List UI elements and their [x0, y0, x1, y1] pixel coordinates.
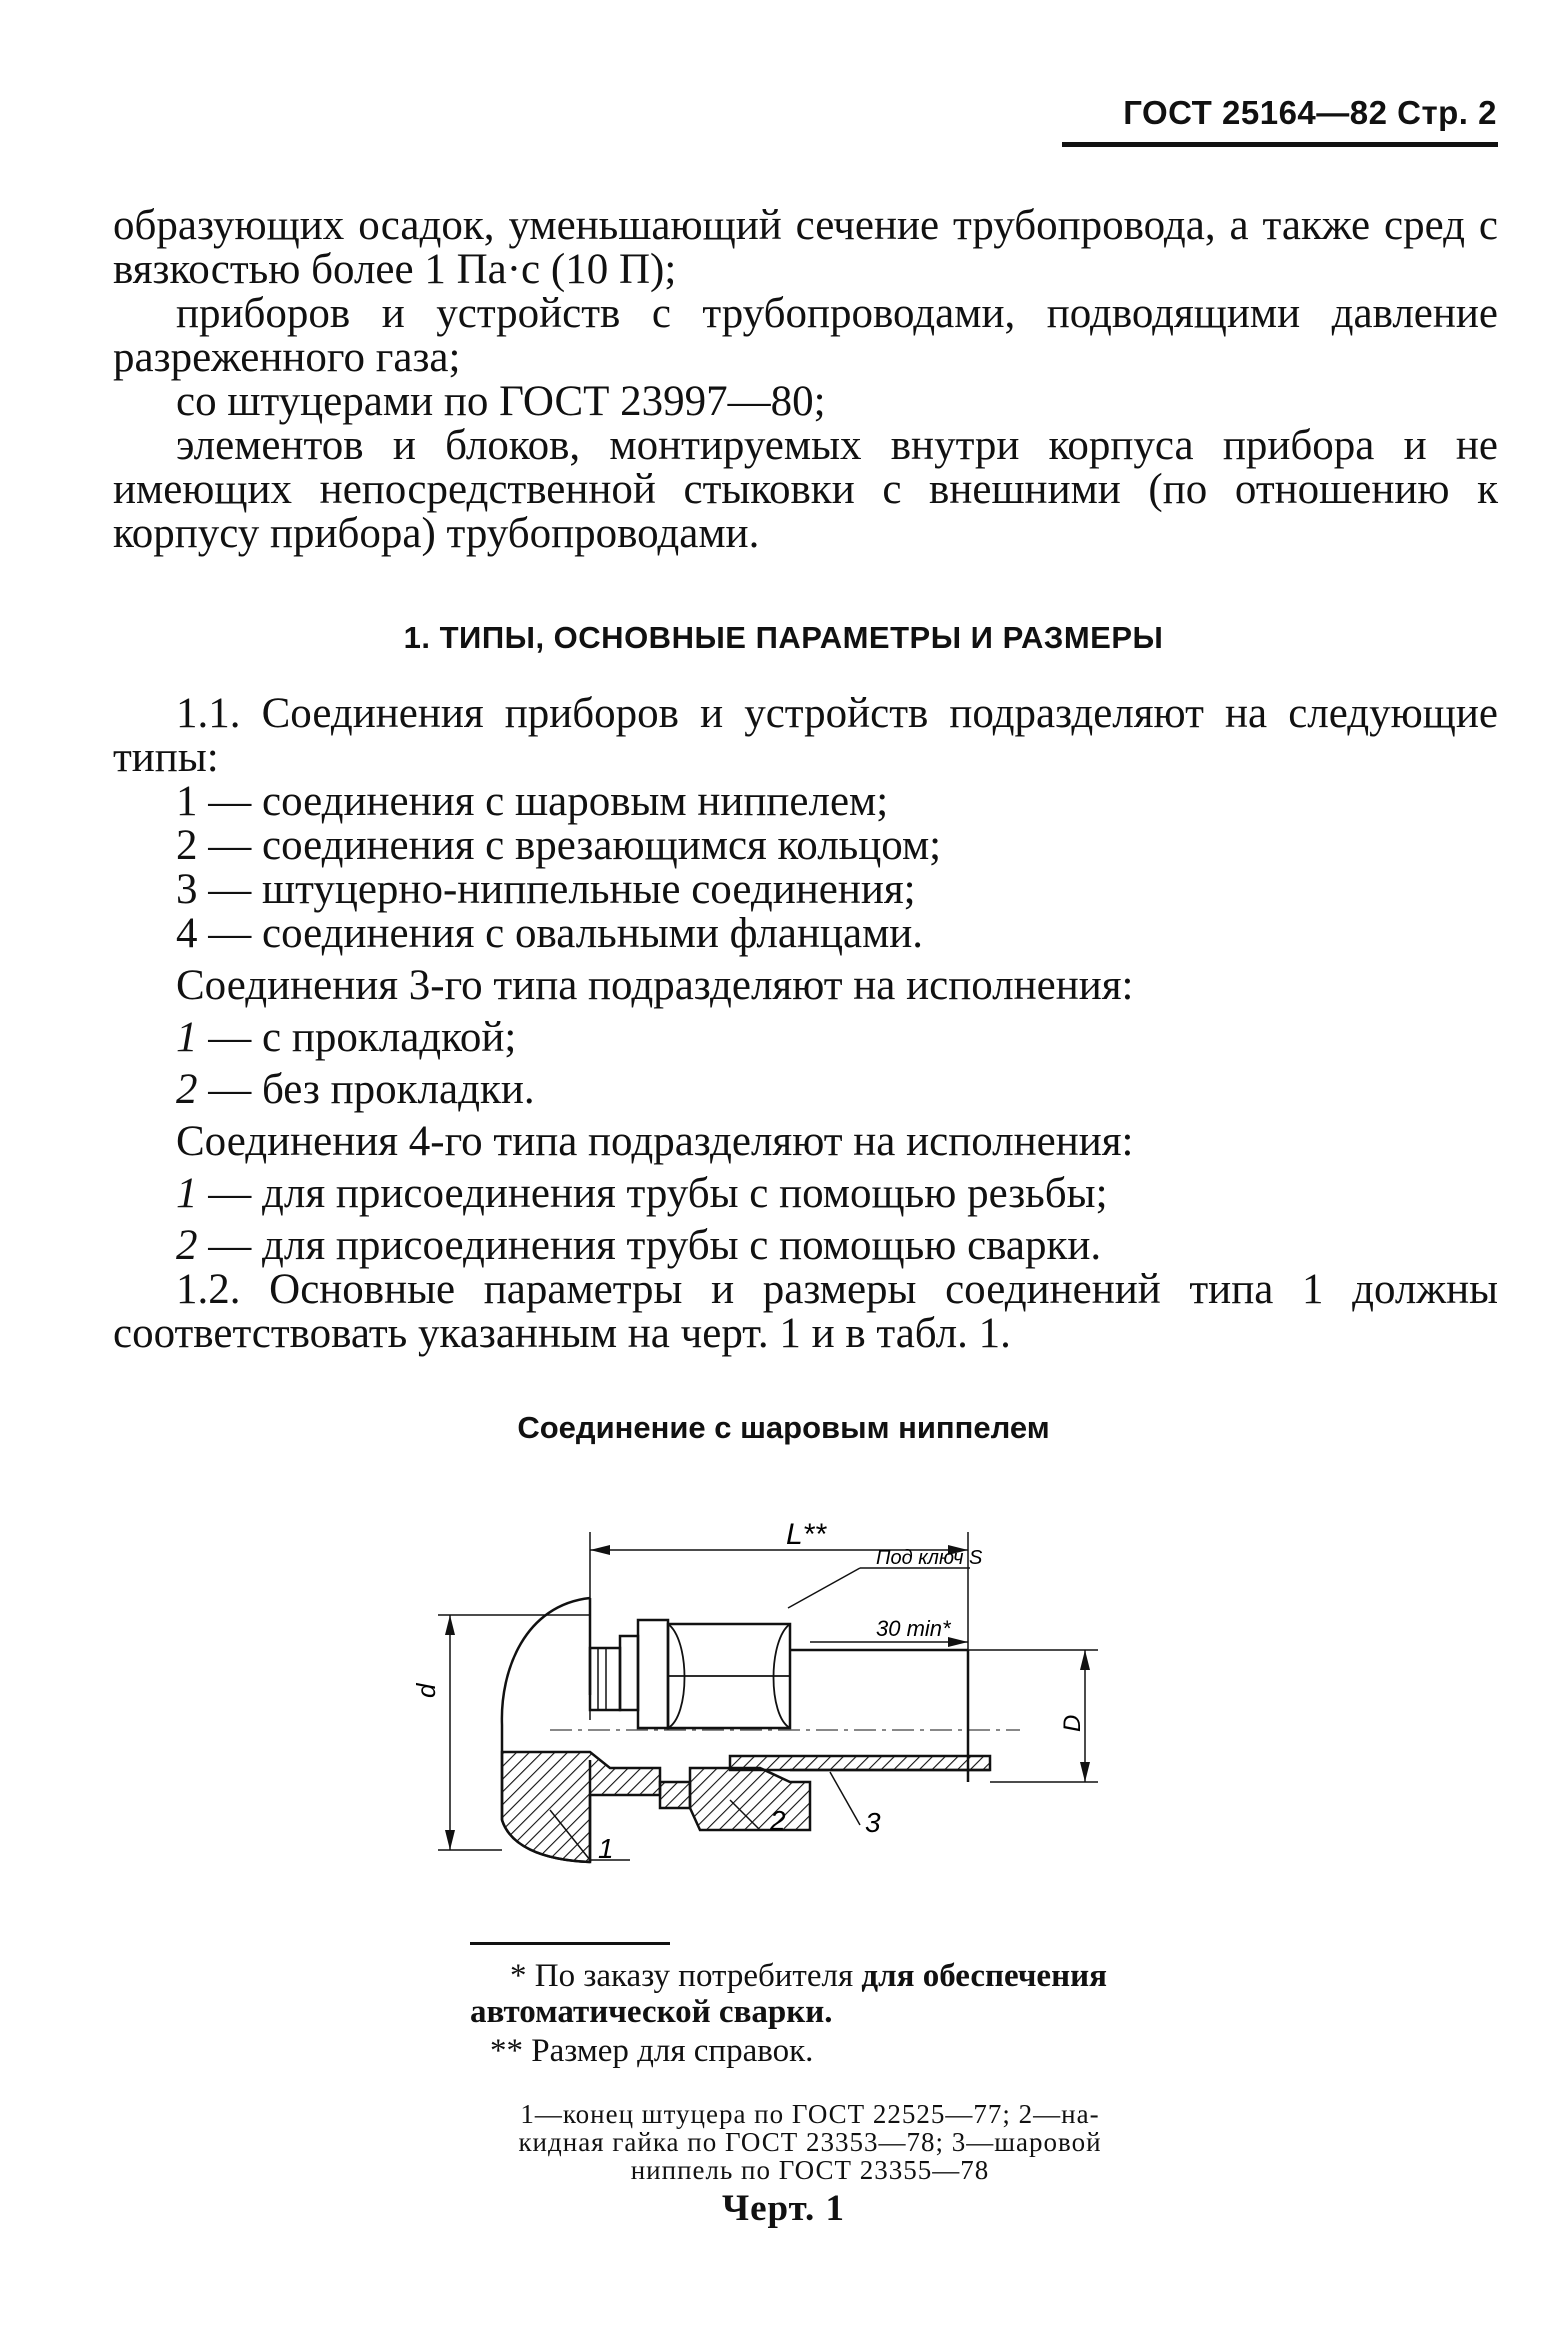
- intro-paragraph-1: образующих осадок, уменьшающий сечение трубопровода, а также сред с вязкостью более 1 Па·с (10 П);: [113, 202, 1498, 293]
- threaded-stub: [590, 1648, 620, 1710]
- wrench-leader: [788, 1568, 860, 1608]
- label-min: 30 min*: [876, 1616, 951, 1641]
- type4-version-2: 2 — для присоединения трубы с помощью сварки.: [176, 1222, 1102, 1269]
- union-nut-flange: [638, 1620, 668, 1728]
- figure-legend: [450, 2100, 1170, 2184]
- header-rule: [1062, 142, 1498, 147]
- version-number: 1: [176, 1014, 198, 1061]
- type-item-3: 3 — штуцерно-ниппельные соединения;: [176, 866, 916, 913]
- section-title: 1. ТИПЫ, ОСНОВНЫЕ ПАРАМЕТРЫ И РАЗМЕРЫ: [403, 620, 1164, 655]
- label-D: D: [1059, 1714, 1086, 1732]
- figure-caption: Черт. 1: [721, 2188, 846, 2229]
- clause-1-1-text: 1.1. Соединения приборов и устройств подразделяют на следующие типы:: [113, 690, 1498, 781]
- intro-paragraph-3: со штуцерами по ГОСТ 23997—80;: [176, 378, 826, 425]
- legend-line: кидная гайка по ГОСТ 23353—78; 3—шаровой: [518, 2127, 1102, 2157]
- label-d: d: [411, 1683, 441, 1698]
- label-part-2: 2: [770, 1805, 786, 1836]
- clause-1-1-block: [113, 692, 1498, 1356]
- footnote-2: ** Размер для справок.: [490, 2033, 814, 2069]
- version-number: 1: [176, 1170, 198, 1217]
- version-number: 2: [176, 1066, 198, 1113]
- intro-block: [113, 204, 1498, 556]
- label-part-1: 1: [598, 1833, 614, 1864]
- connection-drawing: [411, 1518, 1130, 1900]
- figure-title: Соединение с шаровым ниппелем: [517, 1410, 1050, 1445]
- type-item-4: 4 — соединения с овальными фланцами.: [176, 910, 924, 957]
- legend-line: 1—конец штуцера по ГОСТ 22525—77; 2—на-: [520, 2099, 1100, 2129]
- label-length: L**: [786, 1518, 827, 1551]
- version-number: 2: [176, 1222, 198, 1269]
- type4-version-1: 1 — для присоединения трубы с помощью резьбы;: [176, 1170, 1108, 1217]
- footnote-1: * По заказу потребителя для обеспечения автоматической сварки.: [470, 1958, 1107, 2030]
- label-part-3: 3: [865, 1807, 881, 1838]
- intro-paragraph-2: приборов и устройств с трубопроводами, подводящими давление разреженного газа;: [113, 290, 1498, 381]
- intro-paragraph-4: элементов и блоков, монтируемых внутри корпуса прибора и не имеющих непосредственной стыковки с внешними (по отношению к корпусу прибора) трубопроводами.: [113, 422, 1498, 557]
- page-header: ГОСТ 25164—82 Стр. 2: [1123, 94, 1497, 131]
- type3-version-1: 1 — с прокладкой;: [176, 1014, 517, 1061]
- section-nipple: [730, 1756, 990, 1770]
- legend-line: ниппель по ГОСТ 23355—78: [630, 2155, 990, 2185]
- footnote-rule: [470, 1942, 670, 1945]
- type3-intro: Соединения 3-го типа подразделяют на исполнения:: [176, 962, 1134, 1009]
- type-item-2: 2 — соединения с врезающимся кольцом;: [176, 822, 942, 869]
- type-item-1: 1 — соединения с шаровым ниппелем;: [176, 778, 889, 825]
- section-body: [502, 1752, 660, 1862]
- label-wrench: Под ключ S: [876, 1547, 983, 1569]
- type3-version-2: 2 — без прокладки.: [176, 1066, 535, 1113]
- clause-1-2-text: 1.2. Основные параметры и размеры соединений типа 1 должны соответствовать указанным на черт. 1 и в табл. 1.: [113, 1266, 1498, 1357]
- type4-intro: Соединения 4-го типа подразделяют на исполнения:: [176, 1118, 1134, 1165]
